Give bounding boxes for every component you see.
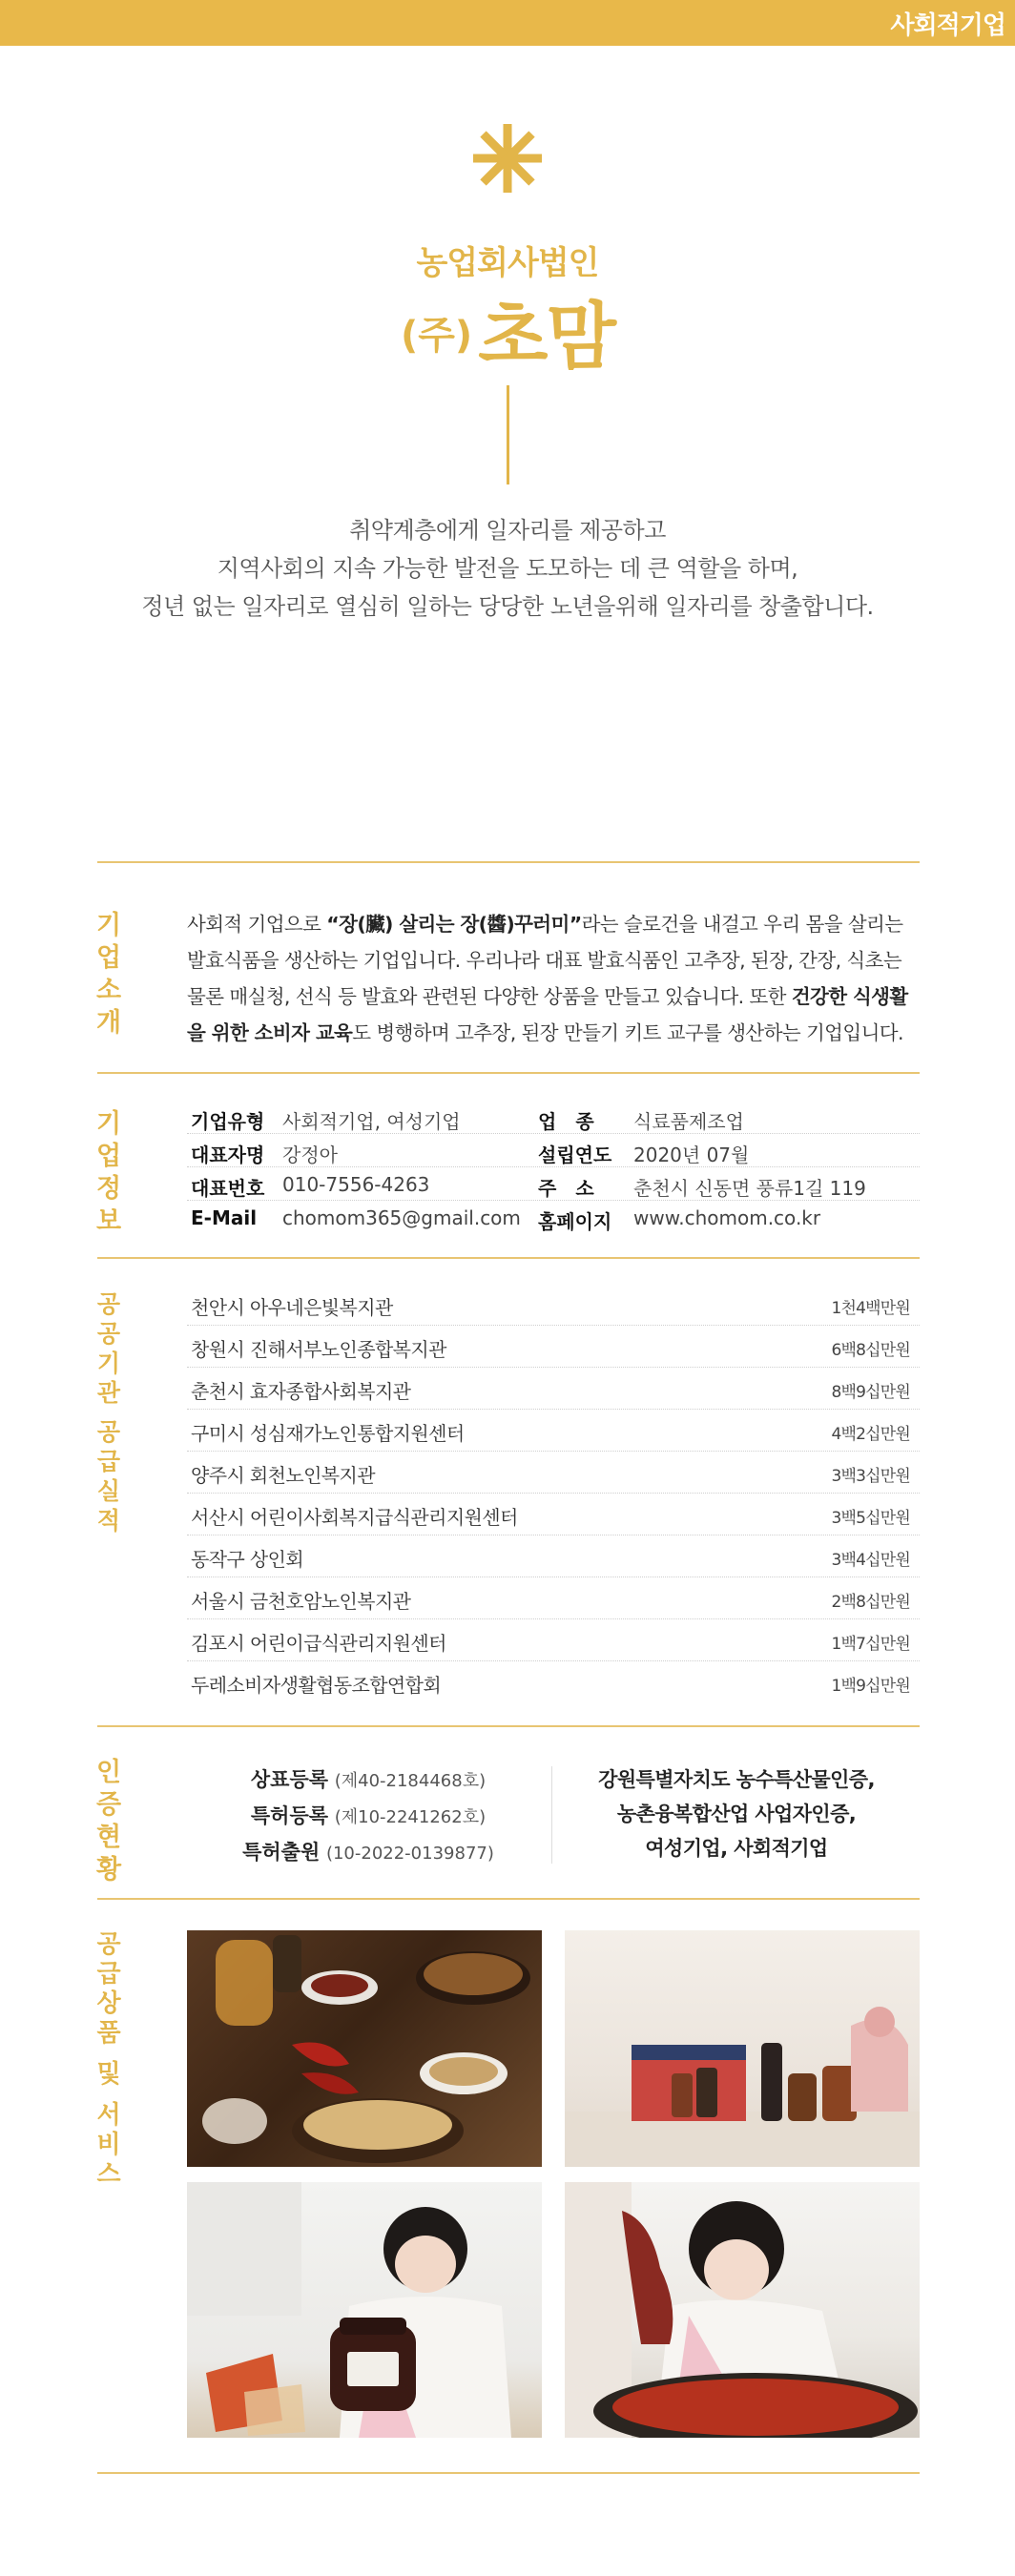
info-key: 대표번호	[191, 1177, 265, 1200]
section-divider	[97, 2472, 920, 2474]
supply-amount: 8백9십만원	[831, 1383, 910, 1402]
supply-org: 서울시 금천호암노인복지관	[191, 1590, 411, 1613]
section-label-products: 공 급 상 품 및 서 비 스	[96, 1930, 121, 2189]
info-value: 사회적기업, 여성기업	[282, 1110, 461, 1133]
section-label-supply: 공 공 기 관 공 급 실 적	[96, 1290, 121, 1535]
slogan-line: 취약계층에게 일자리를 제공하고	[349, 517, 666, 544]
product-photo-fermented-foods	[187, 1930, 542, 2167]
cert-item: 여성기업, 사회적기업	[645, 1837, 828, 1860]
section-divider	[97, 861, 920, 863]
info-row	[187, 1134, 920, 1167]
info-key: E-Mail	[191, 1206, 258, 1229]
info-row	[187, 1201, 920, 1234]
list-item	[187, 1619, 920, 1661]
cert-certifications	[553, 1762, 920, 1865]
supply-org: 김포시 어린이급식관리지원센터	[191, 1632, 446, 1655]
supply-record-list	[187, 1284, 920, 1703]
supply-amount: 4백2십만원	[831, 1425, 910, 1444]
company-name-text: 초맘	[478, 294, 615, 379]
info-value: 010-7556-4263	[282, 1173, 430, 1196]
list-item	[187, 1452, 920, 1494]
list-item	[187, 1410, 920, 1452]
section-divider	[97, 1898, 920, 1900]
supply-org: 동작구 상인회	[191, 1548, 304, 1571]
supply-org: 춘천시 효자종합사회복지관	[191, 1380, 411, 1403]
cert-item: 상표등록 (제40-2184468호)	[250, 1768, 487, 1791]
company-name	[0, 278, 1015, 382]
cert-registrations	[187, 1762, 549, 1871]
info-value: 춘천시 신동면 풍류1길 119	[633, 1177, 866, 1200]
list-item	[187, 1284, 920, 1326]
list-item	[187, 1661, 920, 1703]
cert-item: 농촌융복합산업 사업자인증,	[616, 1803, 857, 1825]
section-label-info: 기 업 정 보	[95, 1109, 122, 1236]
info-key: 주 소	[538, 1177, 594, 1200]
product-photo-gift-set	[565, 1930, 920, 2167]
cert-item: 강원특별자치도 농수특산물인증,	[598, 1768, 875, 1791]
info-key: 홈페이지	[538, 1210, 612, 1233]
supply-amount: 2백8십만원	[831, 1593, 910, 1612]
info-key: 업 종	[538, 1110, 594, 1133]
hero-divider	[507, 385, 509, 484]
supply-amount: 3백5십만원	[831, 1509, 910, 1528]
list-item	[187, 1326, 920, 1368]
info-row	[187, 1101, 920, 1134]
section-divider	[97, 1072, 920, 1074]
supply-amount: 1백9십만원	[831, 1677, 910, 1696]
slogan	[0, 511, 1015, 626]
info-value: 식료품제조업	[633, 1110, 744, 1133]
slogan-line: 정년 없는 일자리로 열심히 일하는 당당한 노년을위해 일자리를 창출합니다.	[141, 593, 874, 620]
social-enterprise-tag: 사회적기업	[890, 11, 1005, 40]
homepage-link[interactable]: www.chomom.co.kr	[633, 1206, 821, 1229]
section-label-intro: 기 업 소 개	[95, 911, 122, 1038]
supply-amount: 6백8십만원	[831, 1341, 910, 1360]
product-photo-child-gochujang	[187, 2182, 542, 2438]
list-item	[187, 1368, 920, 1410]
top-banner	[0, 0, 1015, 46]
list-item	[187, 1494, 920, 1535]
section-divider	[97, 1725, 920, 1727]
supply-org: 양주시 회천노인복지관	[191, 1464, 375, 1487]
supply-amount: 1천4백만원	[831, 1299, 910, 1318]
cert-item: 특허등록 (제10-2241262호)	[250, 1804, 487, 1827]
list-item	[187, 1577, 920, 1619]
company-intro: 사회적 기업으로 “장(臟) 살리는 장(醬)꾸러미”라는 슬로건을 내걸고 우리 몸을 살리는 발효식품을 생산하는 기업입니다. 우리나라 대표 발효식품인 고추장, 된장, 간장, 식초는 물론 매실청, 선식 등 발효와 관련된 다양한 상품을 만들고 있습니다. 또한 건강한 식생활을 위한 소비자 교육도 병행하며 고추장, 된장 만들기 키트 교구를 생산하는 기업입니다.	[187, 913, 908, 1044]
cert-item: 특허출원 (10-2022-0139877)	[242, 1841, 494, 1864]
list-item	[187, 1535, 920, 1577]
slogan-line: 지역사회의 지속 가능한 발전을 도모하는 데 큰 역할을 하며,	[217, 555, 798, 582]
supply-org: 창원시 진해서부노인종합복지관	[191, 1338, 446, 1361]
company-prefix: (주)	[400, 314, 473, 358]
info-value: 2020년 07월	[633, 1144, 750, 1166]
org-type: 농업회사법인	[416, 244, 599, 282]
supply-org: 두레소비자생활협동조합연합회	[191, 1674, 442, 1697]
info-row	[187, 1167, 920, 1201]
section-label-cert: 인 증 현 황	[95, 1758, 122, 1885]
supply-amount: 1백7십만원	[831, 1635, 910, 1654]
supply-org: 구미시 성심재가노인통합지원센터	[191, 1422, 465, 1445]
cert-divider	[551, 1766, 552, 1864]
info-key: 설립연도	[538, 1144, 612, 1166]
info-key: 대표자명	[191, 1144, 265, 1166]
supply-amount: 3백3십만원	[831, 1467, 910, 1486]
info-value: 강정아	[282, 1144, 338, 1166]
supply-org: 서산시 어린이사회복지급식관리지원센터	[191, 1506, 518, 1529]
info-key: 기업유형	[191, 1110, 265, 1133]
product-photo-child-making-paste	[565, 2182, 920, 2438]
company-info-table	[187, 1101, 920, 1234]
section-divider	[97, 1257, 920, 1259]
supply-amount: 3백4십만원	[831, 1551, 910, 1570]
asterisk-icon	[471, 122, 544, 195]
email-value[interactable]: chomom365@gmail.com	[282, 1206, 521, 1229]
supply-org: 천안시 아우네은빛복지관	[191, 1296, 393, 1319]
